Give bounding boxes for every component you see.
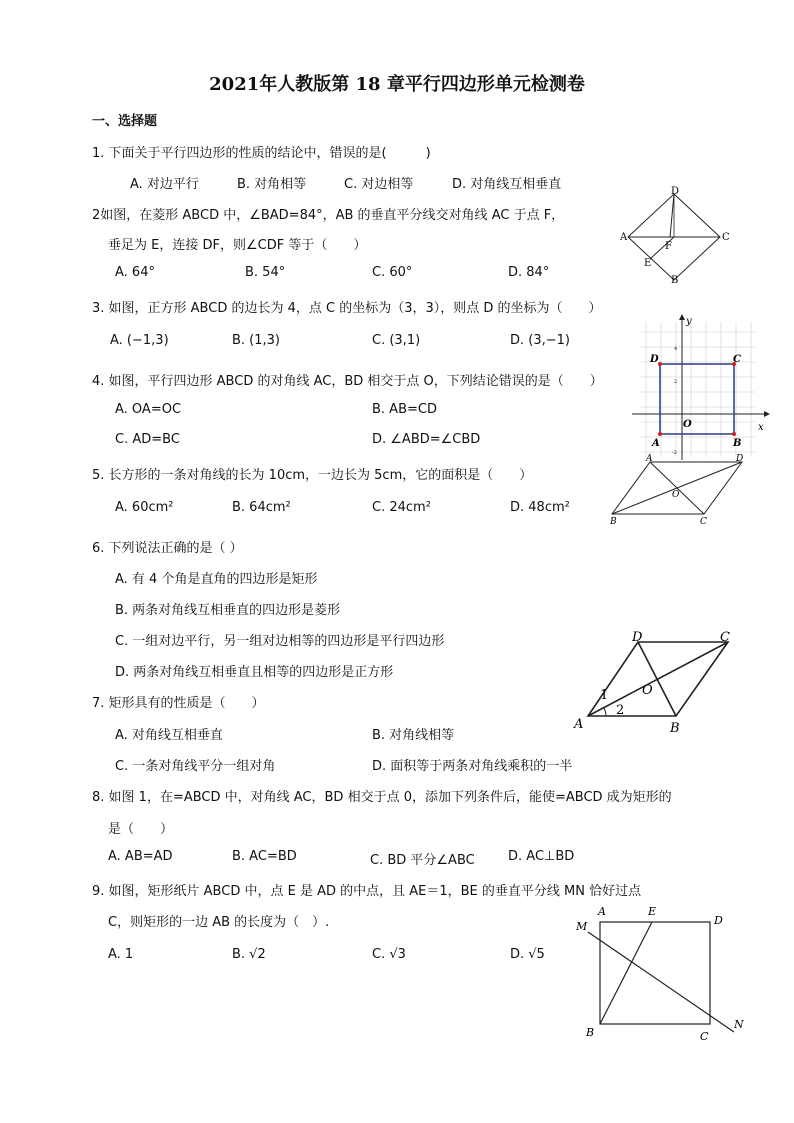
q9-label-d: D (714, 914, 723, 927)
q8-option-a[interactable]: A. AB=AD (108, 849, 173, 864)
q2-option-c[interactable]: C. 60° (372, 265, 413, 280)
q6-option-d[interactable]: D. 两条对角线互相垂直且相等的四边形是正方形 (115, 665, 394, 680)
q5-option-d[interactable]: D. 48cm² (510, 500, 570, 515)
q6-label-angle2: 2 (616, 703, 625, 718)
q7-option-a[interactable]: A. 对角线互相垂直 (115, 728, 223, 743)
q2-option-a[interactable]: A. 64° (115, 265, 155, 280)
q9-label-m: M (576, 920, 588, 933)
q2-label-a: A (620, 232, 628, 243)
q9-label-e: E (648, 905, 657, 918)
q9-option-a[interactable]: A. 1 (108, 947, 134, 962)
q4-label-d: D (736, 454, 744, 464)
q9-stem-line2: C，则矩形的一边 AB 的长度为（ ）. (108, 915, 330, 930)
q6-label-b: B (670, 721, 680, 736)
q3-label-b: B (733, 438, 742, 449)
q2-label-b: B (671, 275, 679, 286)
q4-label-b: B (610, 517, 617, 526)
q3-coordinate-figure (630, 312, 770, 462)
q8-option-b[interactable]: B. AC=BD (232, 849, 297, 864)
q3-option-b[interactable]: B. (1,3) (232, 333, 281, 348)
q2-option-d[interactable]: D. 84° (508, 265, 550, 280)
q5-option-a[interactable]: A. 60cm² (115, 500, 174, 515)
q9-option-b[interactable]: B. √2 (232, 947, 266, 962)
q9-label-c: C (700, 1030, 709, 1043)
q6-label-a: A (574, 717, 584, 732)
q4-label-a: A (646, 454, 653, 464)
q6-option-b[interactable]: B. 两条对角线互相垂直的四边形是菱形 (115, 603, 341, 618)
q9-stem-line1: 9. 如图，矩形纸片 ABCD 中，点 E 是 AD 的中点，且 AE＝1，BE 的垂直平分线 MN 恰好过点 (92, 884, 642, 899)
q1-option-d[interactable]: D. 对角线互相垂直 (452, 177, 562, 192)
q8-stem-line2: 是（ ） (108, 822, 174, 837)
q4-option-b[interactable]: B. AB=CD (372, 402, 437, 417)
q2-label-e: E (644, 258, 652, 269)
q7-option-d[interactable]: D. 面积等于两条对角线乘积的一半 (372, 759, 573, 774)
q2-label-d: D (671, 186, 680, 197)
q8-option-d[interactable]: D. AC⊥BD (508, 849, 575, 864)
q3-label-d: D (650, 354, 659, 365)
q1-option-c[interactable]: C. 对边相等 (344, 177, 414, 192)
q5-option-b[interactable]: B. 64cm² (232, 500, 291, 515)
page-title: 2021年人教版第 18 章平行四边形单元检测卷 (209, 74, 585, 95)
q8-stem-line1: 8. 如图 1，在=ABCD 中，对角线 AC，BD 相交于点 0，添加下列条件后，能使=ABCD 成为矩形的 (92, 790, 672, 805)
q2-stem-line2: 垂足为 E，连接 DF，则∠CDF 等于（ ） (108, 238, 367, 253)
q9-label-n: N (734, 1018, 744, 1031)
q6-label-c: C (720, 630, 730, 645)
q9-label-b: B (586, 1026, 595, 1039)
q7-option-c[interactable]: C. 一条对角线平分一组对角 (115, 759, 276, 774)
q4-stem: 4. 如图，平行四边形 ABCD 的对角线 AC，BD 相交于点 O，下列结论错误的是（ ） (92, 374, 603, 389)
q3-label-a: A (652, 438, 660, 449)
q6-option-a[interactable]: A. 有 4 个角是直角的四边形是矩形 (115, 572, 318, 587)
q6-label-angle1: 1 (600, 688, 609, 703)
q3-stem: 3. 如图，正方形 ABCD 的边长为 4，点 C 的坐标为（3，3），则点 D 的坐标为（ ） (92, 301, 602, 316)
q2-label-c: C (722, 232, 730, 243)
q6-label-d: D (632, 630, 643, 645)
q9-option-c[interactable]: C. √3 (372, 947, 406, 962)
q7-stem: 7. 矩形具有的性质是（ ） (92, 696, 265, 711)
q3-label-o: O (683, 419, 692, 430)
q6-option-c[interactable]: C. 一组对边平行，另一组对边相等的四边形是平行四边形 (115, 634, 445, 649)
q4-option-c[interactable]: C. AD=BC (115, 432, 180, 447)
q3-tick-4: 4 (674, 346, 678, 352)
q5-stem: 5. 长方形的一条对角线的长为 10cm，一边长为 5cm，它的面积是（ ） (92, 468, 533, 483)
q6-rhombus-figure (570, 624, 740, 736)
q3-label-x: x (758, 422, 764, 433)
q9-option-d[interactable]: D. √5 (510, 947, 545, 962)
q1-option-a[interactable]: A. 对边平行 (130, 177, 199, 192)
q4-label-o: O (672, 490, 680, 500)
q8-option-c[interactable]: C. BD 平分∠ABC (370, 853, 475, 868)
q1-stem: 1. 下面关于平行四边形的性质的结论中，错误的是( ) (92, 146, 431, 161)
q2-stem-line1: 2如图，在菱形 ABCD 中，∠BAD=84°，AB 的垂直平分线交对角线 AC 于点 F， (92, 208, 565, 223)
q4-label-c: C (700, 517, 707, 526)
q3-label-y: y (686, 316, 692, 327)
q9-rectangle-figure (574, 902, 754, 1044)
q6-stem: 6. 下列说法正确的是（ ） (92, 541, 243, 556)
q4-parallelogram-figure (608, 452, 750, 526)
q2-rhombus-figure (618, 186, 730, 286)
q5-option-c[interactable]: C. 24cm² (372, 500, 431, 515)
q2-label-f: F (665, 241, 672, 252)
q1-option-b[interactable]: B. 对角相等 (237, 177, 307, 192)
q9-label-a: A (598, 905, 606, 918)
q3-option-a[interactable]: A. (−1,3) (110, 333, 169, 348)
q6-label-o: O (642, 683, 653, 698)
q3-option-c[interactable]: C. (3,1) (372, 333, 421, 348)
section-heading: 一、选择题 (92, 114, 158, 129)
q3-tick-2: 2 (674, 379, 678, 385)
q3-tick-neg2: -2 (672, 450, 677, 456)
q3-option-d[interactable]: D. (3,−1) (510, 333, 570, 348)
q7-option-b[interactable]: B. 对角线相等 (372, 728, 455, 743)
q2-option-b[interactable]: B. 54° (245, 265, 286, 280)
q4-option-a[interactable]: A. OA=OC (115, 402, 182, 417)
q3-label-c: C (733, 354, 741, 365)
q4-option-d[interactable]: D. ∠ABD=∠CBD (372, 432, 481, 447)
